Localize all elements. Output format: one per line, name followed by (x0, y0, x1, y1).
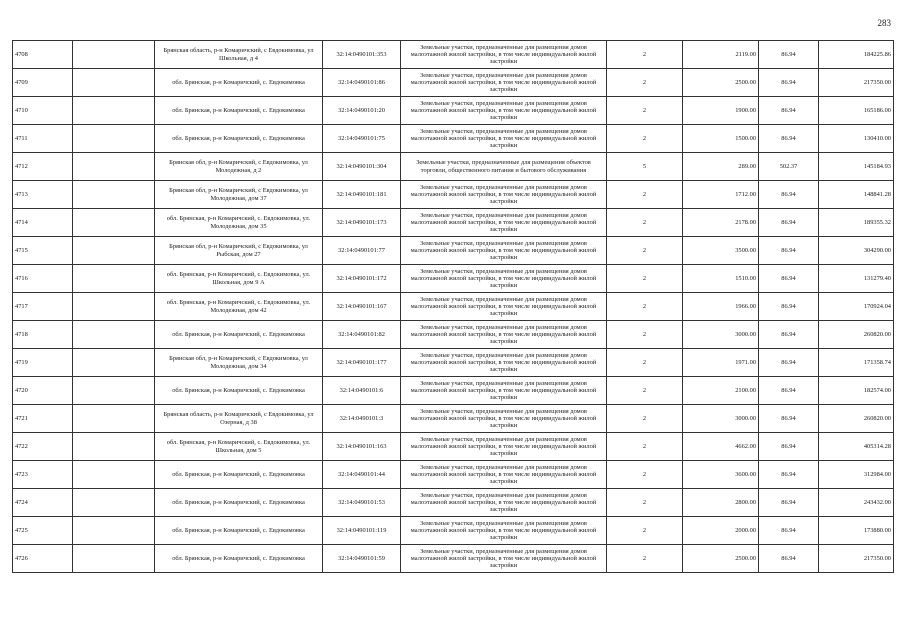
land-use-cell: Земельные участки, предназначенные для размещения домов малоэтажной жилой застройки, в том числе индивидуальной жилой застройки (401, 41, 607, 69)
row-number-cell: 4715 (13, 237, 73, 265)
row-number-cell: 4709 (13, 69, 73, 97)
table-row (13, 181, 894, 209)
address-cell: Брянская область, р-н Комаричский, с Евдокимовка, ул Озерная, д 38 (155, 405, 323, 433)
cadastral-value-cell: 171358.74 (819, 349, 894, 377)
empty-cell (73, 545, 155, 573)
category-code-cell: 2 (607, 265, 683, 293)
row-number-cell: 4722 (13, 433, 73, 461)
table-row (13, 545, 894, 573)
row-number-cell: 4718 (13, 321, 73, 349)
land-use-cell: Земельные участки, предназначенные для размещения домов малоэтажной жилой застройки, в том числе индивидуальной жилой застройки (401, 461, 607, 489)
specific-value-cell: 86.94 (759, 293, 819, 321)
category-code-cell: 2 (607, 209, 683, 237)
table-row (13, 237, 894, 265)
area-cell: 2500.00 (683, 545, 759, 573)
row-number-cell: 4708 (13, 41, 73, 69)
cadastral-number-cell: 32:14:0490101:3 (323, 405, 401, 433)
specific-value-cell: 86.94 (759, 489, 819, 517)
empty-cell (73, 489, 155, 517)
area-cell: 1900.00 (683, 97, 759, 125)
cadastral-number-cell: 32:14:0490101:167 (323, 293, 401, 321)
cadastral-value-cell: 184225.86 (819, 41, 894, 69)
area-cell: 1966.00 (683, 293, 759, 321)
specific-value-cell: 86.94 (759, 237, 819, 265)
address-cell: Брянская обл, р-н Комаричский, с Евдокимовка, ул Молодежная, дом 37 (155, 181, 323, 209)
row-number-cell: 4717 (13, 293, 73, 321)
category-code-cell: 2 (607, 41, 683, 69)
cadastral-value-cell: 173880.00 (819, 517, 894, 545)
area-cell: 2178.00 (683, 209, 759, 237)
cadastral-number-cell: 32:14:0490101:44 (323, 461, 401, 489)
land-use-cell: Земельные участки, предназначенные для размещения домов малоэтажной жилой застройки, в том числе индивидуальной жилой застройки (401, 97, 607, 125)
empty-cell (73, 265, 155, 293)
specific-value-cell: 502.37 (759, 153, 819, 181)
specific-value-cell: 86.94 (759, 125, 819, 153)
table-row (13, 377, 894, 405)
table-row (13, 69, 894, 97)
cadastral-number-cell: 32:14:0490101:6 (323, 377, 401, 405)
address-cell: обл. Брянская, р-н Комаричский, с. Евдокимовка, ул. Молодежная, дом 35 (155, 209, 323, 237)
address-cell: обл. Брянская, р-н Комаричский, с. Евдокимовка, ул. Школьная, дом 9 А (155, 265, 323, 293)
category-code-cell: 2 (607, 97, 683, 125)
empty-cell (73, 69, 155, 97)
cadastral-value-cell: 131279.40 (819, 265, 894, 293)
cadastral-number-cell: 32:14:0490101:86 (323, 69, 401, 97)
specific-value-cell: 86.94 (759, 461, 819, 489)
category-code-cell: 2 (607, 405, 683, 433)
row-number-cell: 4713 (13, 181, 73, 209)
land-use-cell: Земельные участки, предназначенные для размещения домов малоэтажной жилой застройки, в том числе индивидуальной жилой застройки (401, 405, 607, 433)
land-registry-table (12, 40, 894, 573)
cadastral-number-cell: 32:14:0490101:75 (323, 125, 401, 153)
empty-cell (73, 209, 155, 237)
empty-cell (73, 293, 155, 321)
area-cell: 1510.00 (683, 265, 759, 293)
specific-value-cell: 86.94 (759, 321, 819, 349)
address-cell: обл. Брянская, р-н Комаричский, с. Евдокимовка (155, 545, 323, 573)
table-row (13, 405, 894, 433)
address-cell: Брянская область, р-н Комаричский, с Евдокимовка, ул Школьная, д 4 (155, 41, 323, 69)
cadastral-number-cell: 32:14:0490101:119 (323, 517, 401, 545)
address-cell: обл. Брянская, р-н Комаричский, с. Евдокимовка (155, 377, 323, 405)
address-cell: обл. Брянская, р-н Комаричский, с. Евдокимовка (155, 461, 323, 489)
table-row (13, 349, 894, 377)
cadastral-value-cell: 130410.00 (819, 125, 894, 153)
cadastral-number-cell: 32:14:0490101:20 (323, 97, 401, 125)
table-row (13, 433, 894, 461)
land-use-cell: Земельные участки, предназначенные для размещения домов малоэтажной жилой застройки, в том числе индивидуальной жилой застройки (401, 517, 607, 545)
category-code-cell: 2 (607, 237, 683, 265)
cadastral-number-cell: 32:14:0490101:177 (323, 349, 401, 377)
empty-cell (73, 405, 155, 433)
area-cell: 289.00 (683, 153, 759, 181)
address-cell: обл. Брянская, р-н Комаричский, с. Евдокимовка (155, 517, 323, 545)
table-row (13, 461, 894, 489)
empty-cell (73, 41, 155, 69)
table-row (13, 265, 894, 293)
row-number-cell: 4712 (13, 153, 73, 181)
table-row (13, 41, 894, 69)
address-cell: обл. Брянская, р-н Комаричский, с. Евдокимовка (155, 321, 323, 349)
category-code-cell: 2 (607, 489, 683, 517)
address-cell: Брянская обл, р-н Комаричский, с Евдокимовка, ул Рыбская, дом 27 (155, 237, 323, 265)
area-cell: 1712.00 (683, 181, 759, 209)
category-code-cell: 2 (607, 349, 683, 377)
land-use-cell: Земельные участки, предназначенные для размещения домов малоэтажной жилой застройки, в том числе индивидуальной жилой застройки (401, 181, 607, 209)
cadastral-value-cell: 260820.00 (819, 321, 894, 349)
row-number-cell: 4726 (13, 545, 73, 573)
cadastral-value-cell: 312984.00 (819, 461, 894, 489)
cadastral-value-cell: 165186.00 (819, 97, 894, 125)
land-use-cell: Земельные участки, предназначенные для размещения объектов торговли, общественного питания и бытового обслуживания (401, 153, 607, 181)
specific-value-cell: 86.94 (759, 433, 819, 461)
address-cell: обл. Брянская, р-н Комаричский, с. Евдокимовка, ул. Молодежная, дом 42 (155, 293, 323, 321)
cadastral-value-cell: 170924.04 (819, 293, 894, 321)
cadastral-value-cell: 260820.00 (819, 405, 894, 433)
row-number-cell: 4725 (13, 517, 73, 545)
land-use-cell: Земельные участки, предназначенные для размещения домов малоэтажной жилой застройки, в том числе индивидуальной жилой застройки (401, 265, 607, 293)
row-number-cell: 4716 (13, 265, 73, 293)
specific-value-cell: 86.94 (759, 377, 819, 405)
area-cell: 3600.00 (683, 461, 759, 489)
empty-cell (73, 321, 155, 349)
specific-value-cell: 86.94 (759, 545, 819, 573)
land-use-cell: Земельные участки, предназначенные для размещения домов малоэтажной жилой застройки, в том числе индивидуальной жилой застройки (401, 433, 607, 461)
row-number-cell: 4710 (13, 97, 73, 125)
land-use-cell: Земельные участки, предназначенные для размещения домов малоэтажной жилой застройки, в том числе индивидуальной жилой застройки (401, 545, 607, 573)
land-use-cell: Земельные участки, предназначенные для размещения домов малоэтажной жилой застройки, в том числе индивидуальной жилой застройки (401, 377, 607, 405)
category-code-cell: 2 (607, 433, 683, 461)
area-cell: 3000.00 (683, 405, 759, 433)
address-cell: обл. Брянская, р-н Комаричский, с. Евдокимовка, ул. Школьная, дом 5 (155, 433, 323, 461)
cadastral-value-cell: 182574.00 (819, 377, 894, 405)
area-cell: 2500.00 (683, 69, 759, 97)
area-cell: 4662.00 (683, 433, 759, 461)
table-row (13, 125, 894, 153)
category-code-cell: 2 (607, 69, 683, 97)
table-row (13, 153, 894, 181)
table-row (13, 293, 894, 321)
cadastral-number-cell: 32:14:0490101:53 (323, 489, 401, 517)
area-cell: 3000.00 (683, 321, 759, 349)
table-row (13, 209, 894, 237)
row-number-cell: 4723 (13, 461, 73, 489)
land-use-cell: Земельные участки, предназначенные для размещения домов малоэтажной жилой застройки, в том числе индивидуальной жилой застройки (401, 489, 607, 517)
empty-cell (73, 517, 155, 545)
empty-cell (73, 237, 155, 265)
category-code-cell: 2 (607, 377, 683, 405)
specific-value-cell: 86.94 (759, 97, 819, 125)
empty-cell (73, 97, 155, 125)
area-cell: 2800.00 (683, 489, 759, 517)
cadastral-value-cell: 405314.28 (819, 433, 894, 461)
empty-cell (73, 433, 155, 461)
cadastral-number-cell: 32:14:0490101:181 (323, 181, 401, 209)
cadastral-number-cell: 32:14:0490101:173 (323, 209, 401, 237)
cadastral-number-cell: 32:14:0490101:163 (323, 433, 401, 461)
area-cell: 1971.00 (683, 349, 759, 377)
specific-value-cell: 86.94 (759, 69, 819, 97)
row-number-cell: 4724 (13, 489, 73, 517)
specific-value-cell: 86.94 (759, 265, 819, 293)
cadastral-number-cell: 32:14:0490101:59 (323, 545, 401, 573)
table-row (13, 321, 894, 349)
row-number-cell: 4721 (13, 405, 73, 433)
area-cell: 3500.00 (683, 237, 759, 265)
category-code-cell: 2 (607, 125, 683, 153)
empty-cell (73, 377, 155, 405)
specific-value-cell: 86.94 (759, 181, 819, 209)
area-cell: 2100.00 (683, 377, 759, 405)
land-use-cell: Земельные участки, предназначенные для размещения домов малоэтажной жилой застройки, в том числе индивидуальной жилой застройки (401, 321, 607, 349)
category-code-cell: 2 (607, 545, 683, 573)
area-cell: 2000.00 (683, 517, 759, 545)
category-code-cell: 2 (607, 293, 683, 321)
empty-cell (73, 461, 155, 489)
cadastral-number-cell: 32:14:0490101:304 (323, 153, 401, 181)
category-code-cell: 2 (607, 181, 683, 209)
row-number-cell: 4711 (13, 125, 73, 153)
specific-value-cell: 86.94 (759, 517, 819, 545)
category-code-cell: 2 (607, 517, 683, 545)
cadastral-value-cell: 148841.28 (819, 181, 894, 209)
specific-value-cell: 86.94 (759, 349, 819, 377)
cadastral-value-cell: 304290.00 (819, 237, 894, 265)
specific-value-cell: 86.94 (759, 41, 819, 69)
table-row (13, 97, 894, 125)
cadastral-number-cell: 32:14:0490101:77 (323, 237, 401, 265)
empty-cell (73, 349, 155, 377)
area-cell: 1500.00 (683, 125, 759, 153)
row-number-cell: 4714 (13, 209, 73, 237)
address-cell: Брянская обл, р-н Комаричский, с Евдокимовка, ул Молодежная, дом 34 (155, 349, 323, 377)
address-cell: обл. Брянская, р-н Комаричский, с. Евдокимовка (155, 489, 323, 517)
address-cell: Брянская обл, р-н Комаричский, с Евдокимовка, ул Молодежная, д 2 (155, 153, 323, 181)
empty-cell (73, 181, 155, 209)
cadastral-value-cell: 243432.00 (819, 489, 894, 517)
table-body (13, 41, 894, 573)
land-use-cell: Земельные участки, предназначенные для размещения домов малоэтажной жилой застройки, в том числе индивидуальной жилой застройки (401, 209, 607, 237)
cadastral-number-cell: 32:14:0490101:82 (323, 321, 401, 349)
empty-cell (73, 153, 155, 181)
land-use-cell: Земельные участки, предназначенные для размещения домов малоэтажной жилой застройки, в том числе индивидуальной жилой застройки (401, 237, 607, 265)
category-code-cell: 5 (607, 153, 683, 181)
cadastral-value-cell: 145184.93 (819, 153, 894, 181)
category-code-cell: 2 (607, 321, 683, 349)
cadastral-value-cell: 189355.32 (819, 209, 894, 237)
cadastral-value-cell: 217350.00 (819, 545, 894, 573)
address-cell: обл. Брянская, р-н Комаричский, с. Евдокимовка (155, 69, 323, 97)
cadastral-value-cell: 217350.00 (819, 69, 894, 97)
row-number-cell: 4719 (13, 349, 73, 377)
category-code-cell: 2 (607, 461, 683, 489)
land-use-cell: Земельные участки, предназначенные для размещения домов малоэтажной жилой застройки, в том числе индивидуальной жилой застройки (401, 349, 607, 377)
address-cell: обл. Брянская, р-н Комаричский, с. Евдокимовка (155, 97, 323, 125)
land-use-cell: Земельные участки, предназначенные для размещения домов малоэтажной жилой застройки, в том числе индивидуальной жилой застройки (401, 69, 607, 97)
address-cell: обл. Брянская, р-н Комаричский, с. Евдокимовка (155, 125, 323, 153)
empty-cell (73, 125, 155, 153)
table-row (13, 517, 894, 545)
area-cell: 2119.00 (683, 41, 759, 69)
land-use-cell: Земельные участки, предназначенные для размещения домов малоэтажной жилой застройки, в том числе индивидуальной жилой застройки (401, 293, 607, 321)
land-use-cell: Земельные участки, предназначенные для размещения домов малоэтажной жилой застройки, в том числе индивидуальной жилой застройки (401, 125, 607, 153)
cadastral-number-cell: 32:14:0490101:172 (323, 265, 401, 293)
page-number: 283 (877, 18, 891, 28)
row-number-cell: 4720 (13, 377, 73, 405)
specific-value-cell: 86.94 (759, 209, 819, 237)
specific-value-cell: 86.94 (759, 405, 819, 433)
table-row (13, 489, 894, 517)
cadastral-number-cell: 32:14:0490101:353 (323, 41, 401, 69)
